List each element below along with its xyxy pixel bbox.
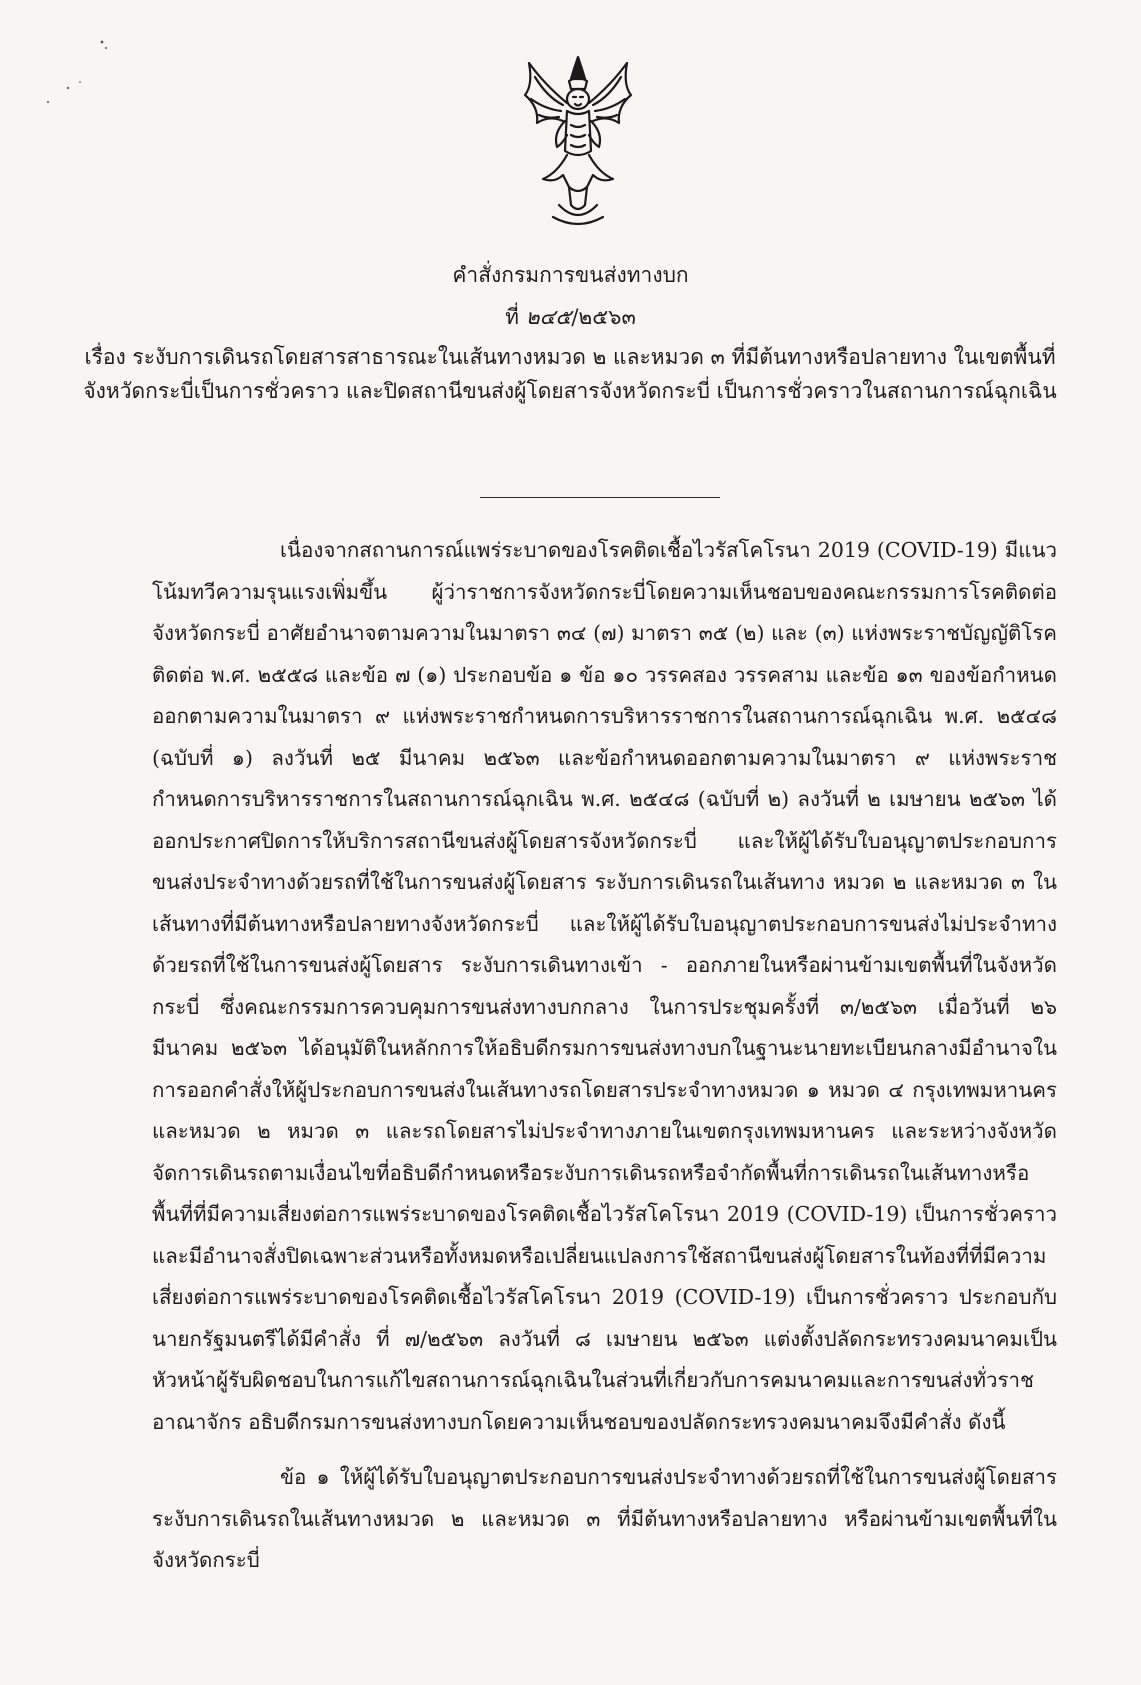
order-number-year: /๒๕๖๓ xyxy=(571,305,636,329)
body-paragraph-clause-1: ข้อ ๑ ให้ผู้ได้รับใบอนุญาตประกอบการขนส่งประจำทางด้วยรถที่ใช้ในการขนส่งผู้โดยสาร ระงับการเดินรถในเส้นทางหมวด ๒ และหมวด ๓ ที่มีต้นทางหรือปลายทาง หรือผ่านข้ามเขตพื้นที่ในจังหวัดกระบี่ xyxy=(152,1465,1057,1572)
order-body xyxy=(152,530,1057,1582)
order-number-handwritten: ๒๔๕ xyxy=(525,305,572,329)
garuda-emblem-icon xyxy=(519,55,637,227)
order-number xyxy=(0,300,1141,334)
body-paragraph-preamble: เนื่องจากสถานการณ์แพร่ระบาดของโรคติดเชื้อไวรัสโคโรนา 2019 (COVID-19) มีแนวโน้มทวีความรุนแรงเพิ่มขึ้น ผู้ว่าราชการจังหวัดกระบี่โดยความเห็นชอบของคณะกรรมการโรคติดต่อจังหวัดกระบี่ อาศัยอำนาจตามความในมาตรา ๓๔ (๗) มาตรา ๓๕ (๒) และ (๓) แห่งพระราชบัญญัติโรคติดต่อ พ.ศ. ๒๕๕๘ และข้อ ๗ (๑) ประกอบข้อ ๑ ข้อ ๑๐ วรรคสอง วรรคสาม และข้อ ๑๓ ของข้อกำหนดออกตามความในมาตรา ๙ แห่งพระราชกำหนดการบริหารราชการในสถานการณ์ฉุกเฉิน พ.ศ. ๒๕๔๘ (ฉบับที่ ๑) ลงวันที่ ๒๕ มีนาคม ๒๕๖๓ และข้อกำหนดออกตามความในมาตรา ๙ แห่งพระราชกำหนดการบริหารราชการในสถานการณ์ฉุกเฉิน พ.ศ. ๒๕๔๘ (ฉบับที่ ๒) ลงวันที่ ๒ เมษายน ๒๕๖๓ ได้ออกประกาศปิดการให้บริการสถานีขนส่งผู้โดยสารจังหวัดกระบี่ และให้ผู้ได้รับใบอนุญาตประกอบการขนส่งประจำทางด้วยรถที่ใช้ในการขนส่งผู้โดยสาร ระงับการเดินรถในเส้นทาง หมวด ๒ และหมวด ๓ ในเส้นทางที่มีต้นทางหรือปลายทางจังหวัดกระบี่ และให้ผู้ได้รับใบอนุญาตประกอบการขนส่งไม่ประจำทางด้วยรถที่ใช้ในการขนส่งผู้โดยสาร ระงับการเดินทางเข้า - ออกภายในหรือผ่านข้ามเขตพื้นที่ในจังหวัดกระบี่ ซึ่งคณะกรรมการควบคุมการขนส่งทางบกกลาง ในการประชุมครั้งที่ ๓/๒๕๖๓ เมื่อวันที่ ๒๖ มีนาคม ๒๕๖๓ ได้อนุมัติในหลักการให้อธิบดีกรมการขนส่งทางบกในฐานะนายทะเบียนกลางมีอำนาจในการออกคำสั่งให้ผู้ประกอบการขนส่งในเส้นทางรถโดยสารประจำทางหมวด ๑ หมวด ๔ กรุงเทพมหานคร และหมวด ๒ หมวด ๓ และรถโดยสารไม่ประจำทางภายในเขตกรุงเทพมหานคร และระหว่างจังหวัด จัดการเดินรถตามเงื่อนไขที่อธิบดีกำหนดหรือระงับการเดินรถหรือจำกัดพื้นที่การเดินรถในเส้นทางหรือพื้นที่ที่มีความเสี่ยงต่อการแพร่ระบาดของโรคติดเชื้อไวรัสโคโรนา 2019 (COVID-19) เป็นการชั่วคราว และมีอำนาจสั่งปิดเฉพาะส่วนหรือทั้งหมดหรือเปลี่ยนแปลงการใช้สถานีขนส่งผู้โดยสารในท้องที่ที่มีความเสี่ยงต่อการแพร่ระบาดของโรคติดเชื้อไวรัสโคโรนา 2019 (COVID-19) เป็นการชั่วคราว ประกอบกับนายกรัฐมนตรีได้มีคำสั่ง ที่ ๗/๒๕๖๓ ลงวันที่ ๘ เมษายน ๒๕๖๓ แต่งตั้งปลัดกระทรวงคมนาคมเป็นหัวหน้าผู้รับผิดชอบในการแก้ไขสถานการณ์ฉุกเฉินในส่วนที่เกี่ยวกับการคมนาคมและการขนส่งทั่วราชอาณาจักร อธิบดีกรมการขนส่งทางบกโดยความเห็นชอบของปลัดกระทรวงคมนาคมจึงมีคำสั่ง ดังนี้ xyxy=(152,538,1057,1434)
order-subject: เรื่อง ระงับการเดินรถโดยสารสาธารณะในเส้นทางหมวด ๒ และหมวด ๓ ที่มีต้นทางหรือปลายทาง ในเขตพื้นที่จังหวัดกระบี่เป็นการชั่วคราว และปิดสถานีขนส่งผู้โดยสารจังหวัดกระบี่ เป็นการชั่วคราวในสถานการณ์ฉุกเฉิน xyxy=(83,345,1057,403)
scan-specks xyxy=(40,30,130,120)
order-number-prefix: ที่ xyxy=(505,305,519,329)
order-title: คำสั่งกรมการขนส่งทางบก xyxy=(452,263,689,287)
header-divider xyxy=(480,497,720,498)
